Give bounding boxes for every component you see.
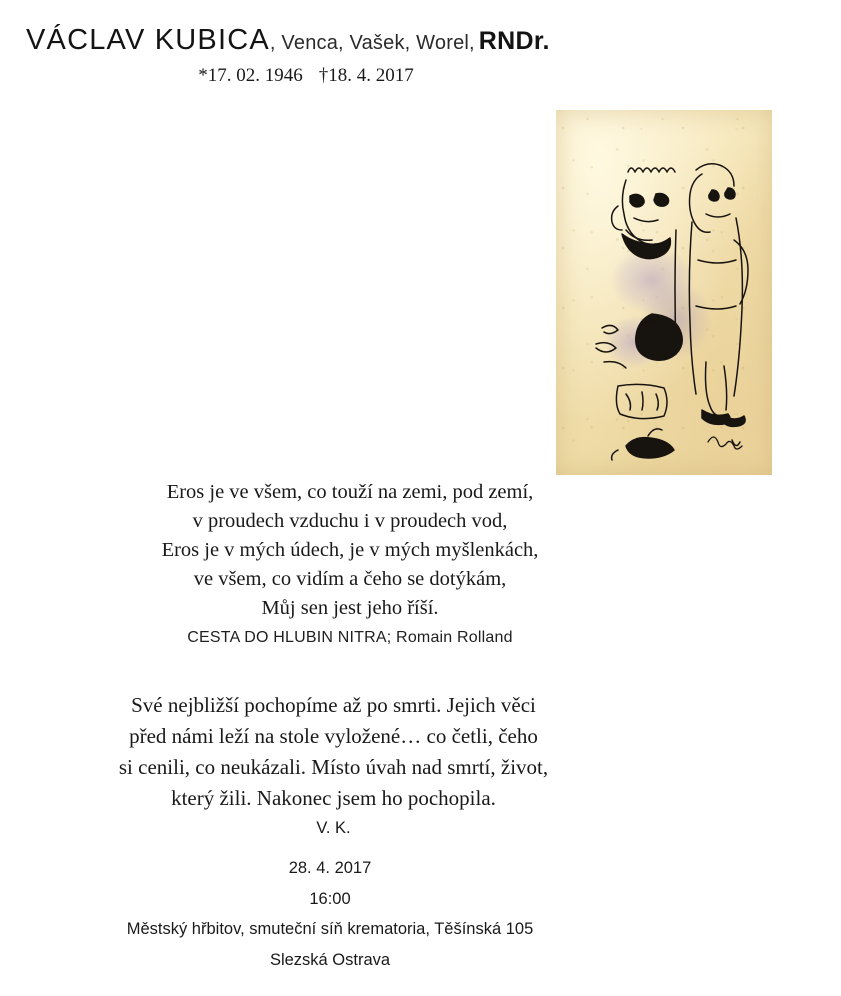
poem-line: Eros je v mých údech, je v mých myšlenkách, (161, 539, 539, 562)
ceremony-date: 28. 4. 2017 (288, 859, 372, 877)
artwork-image (556, 110, 772, 475)
deceased-degree: RNDr. (478, 27, 550, 55)
ink-drawing-icon (556, 110, 772, 475)
poem-line: ve všem, co vidím a čeho se dotýkám, (193, 568, 507, 591)
ceremony-block (0, 853, 660, 975)
poem-source: CESTA DO HLUBIN NITRA; Romain Rolland (187, 628, 513, 646)
ceremony-place: Městský hřbitov, smuteční síň krematoria, Těšínská 105 (126, 920, 534, 939)
poem-block (0, 478, 700, 649)
obituary-header (0, 24, 841, 87)
prose-line: před námi leží na stole vyložené… co četli, čeho (129, 724, 538, 749)
birth-date: *17. 02. 1946 (198, 65, 303, 87)
poem-line: v proudech vzduchu i v proudech vod, (192, 510, 508, 533)
poem-line: Eros je ve všem, co touží na zemi, pod zemí, (166, 481, 534, 503)
life-dates (0, 65, 586, 87)
prose-line: který žili. Nakonec jsem ho pochopila. (171, 786, 496, 811)
ceremony-time: 16:00 (309, 889, 351, 908)
poem-line: Můj sen jest jeho říší. (261, 597, 439, 620)
prose-line: Své nejbližší pochopíme až po smrti. Jejich věci (131, 693, 536, 717)
deceased-name: VÁCLAV KUBICA (26, 24, 270, 56)
ceremony-city: Slezská Ostrava (269, 950, 391, 969)
name-line (0, 24, 841, 57)
prose-block (0, 690, 667, 841)
prose-signature: V. K. (316, 819, 351, 838)
death-date: †18. 4. 2017 (318, 65, 414, 87)
prose-line: si cenili, co neukázali. Místo úvah nad smrtí, život, (118, 755, 549, 780)
deceased-nicknames: , Venca, Vašek, Worel, (269, 32, 475, 54)
